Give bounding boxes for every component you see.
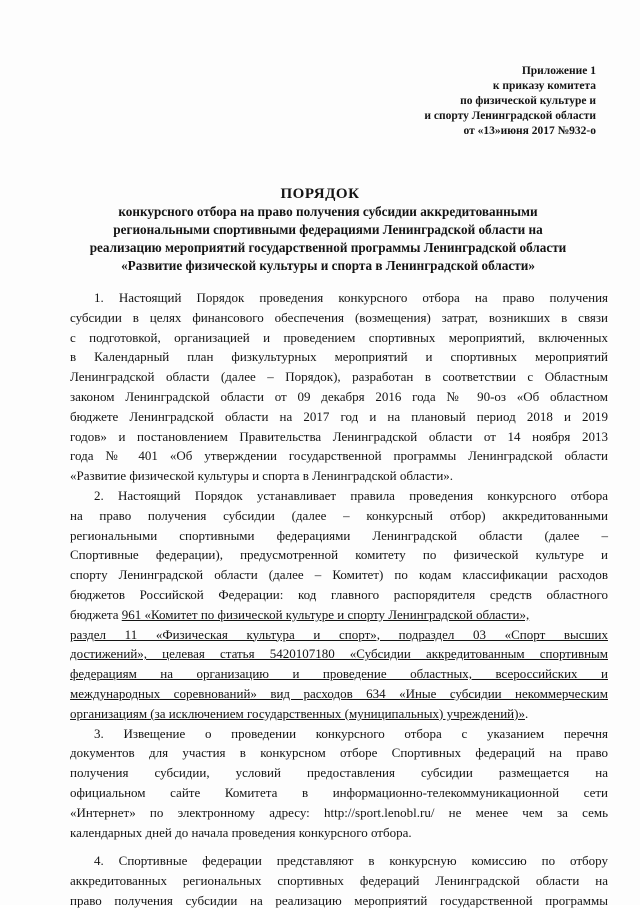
paragraph-4 (70, 851, 608, 910)
paragraph-gap (70, 842, 608, 851)
text-line: субсидии в целях финансового обеспечения (возмещения) затрат, возникших в связи (70, 309, 608, 325)
text-line: года № 401 «Об утверждении государственной программы Ленинградской области (70, 448, 608, 464)
text-line: «Развитие физической культуры и спорта в Ленинградской области». (70, 468, 454, 484)
paragraph-3 (70, 724, 608, 843)
text-span: . (524, 705, 529, 721)
appendix-line: к приказу комитета (492, 80, 596, 92)
appendix-line: Приложение 1 (521, 65, 596, 77)
underlined-text: 961 «Комитет по физической культуре и спорту Ленинградской области», (121, 606, 530, 622)
subtitle-line: конкурсного отбора на право получения субсидии аккредитованными (118, 204, 538, 219)
appendix-line: и спорту Ленинградской области (424, 110, 596, 122)
text-line: спорту Ленинградской области (далее – Комитет) по кодам классификации расходов (70, 567, 608, 583)
text-line: с подготовкой, организацией и проведением спортивных мероприятий, включенных (70, 329, 608, 345)
text-span: бюджета (70, 606, 122, 622)
text-line: 1. Настоящий Порядок проведения конкурсного отбора на право получения (94, 290, 608, 305)
text-line: получения субсидии, условий предоставления субсидии размещается на (70, 765, 608, 781)
document-subtitle (66, 203, 590, 275)
text-line (70, 704, 608, 724)
underlined-text: федерациям на организацию и проведение областных, всероссийских и (70, 666, 608, 682)
subtitle-line: реализацию мероприятий государственной программы Ленинградской области (89, 240, 567, 255)
text-line: право получения субсидии на реализацию мероприятий государственной программы (70, 892, 608, 908)
text-line: годов» и постановлением Правительства Ленинградской области от 14 ноября 2013 (70, 428, 608, 444)
text-line: 3. Извещение о проведении конкурсного отбора с указанием перечня (94, 725, 608, 741)
text-line: бюджете Ленинградской области на 2017 год и на плановый период 2018 и 2019 (70, 408, 608, 424)
document-body (70, 288, 608, 911)
text-line: бюджетов Российской Федерации: код главного распорядителя средств областного (70, 586, 608, 602)
text-line: официальном сайте Комитета в информационно-телекоммуникационной сети (70, 784, 608, 800)
appendix-line: от «13»июня 2017 №932-о (463, 125, 596, 137)
text-line (70, 605, 608, 625)
appendix-block (424, 64, 596, 139)
text-line: в Календарный план физкультурных мероприятий и спортивных мероприятий (70, 349, 608, 365)
underlined-text: организациям (за исключением государственных (муниципальных) учреждений)» (70, 705, 525, 721)
text-line: 2. Настоящий Порядок устанавливает правила проведения конкурсного отбора (94, 487, 608, 503)
underlined-text: раздел 11 «Физическая культура и спорт», подраздел 03 «Спорт высших (70, 626, 608, 642)
subtitle-line: региональными спортивными федерациями Ленинградской области на (113, 222, 543, 237)
text-line: «Интернет» по электронному адресу: http://sport.lenobl.ru/ не менее чем за семь (70, 804, 608, 820)
underlined-text: международных соревнований» вид расходов 634 «Иные субсидии некоммерческим (70, 685, 608, 701)
text-line: на право получения субсидии (далее – конкурсный отбор) аккредитованными (70, 507, 608, 523)
paragraph-2 (70, 486, 608, 724)
subtitle-line: «Развитие физической культуры и спорта в Ленинградской области» (121, 258, 535, 273)
text-line: документов для участия в конкурсном отборе Спортивных федераций на право (70, 745, 608, 761)
text-line: календарных дней до начала проведения конкурсного отбора. (70, 824, 412, 840)
underlined-text: достижений», целевая статья 5420107180 «Субсидии аккредитованным спортивным (70, 646, 608, 662)
document-title: ПОРЯДОК (280, 186, 360, 202)
text-line: региональными спортивными федерациями Ленинградской области (далее – (70, 527, 608, 543)
text-line: 4. Спортивные федерации представляют в конкурсную комиссию по отбору (94, 853, 608, 869)
text-line: аккредитованных региональных спортивных федераций Ленинградской области на (70, 873, 608, 889)
text-line: Спортивные федерации), предусмотренной комитету по физической культуре и (70, 547, 608, 563)
text-line: Ленинградской области (далее – Порядок), разработан в соответствии с Областным (70, 369, 608, 385)
paragraph-1 (70, 288, 608, 486)
appendix-line: по физической культуре и (460, 95, 596, 107)
text-line: законом Ленинградской области от 09 декабря 2016 года № 90-оз «Об областном (70, 388, 608, 404)
